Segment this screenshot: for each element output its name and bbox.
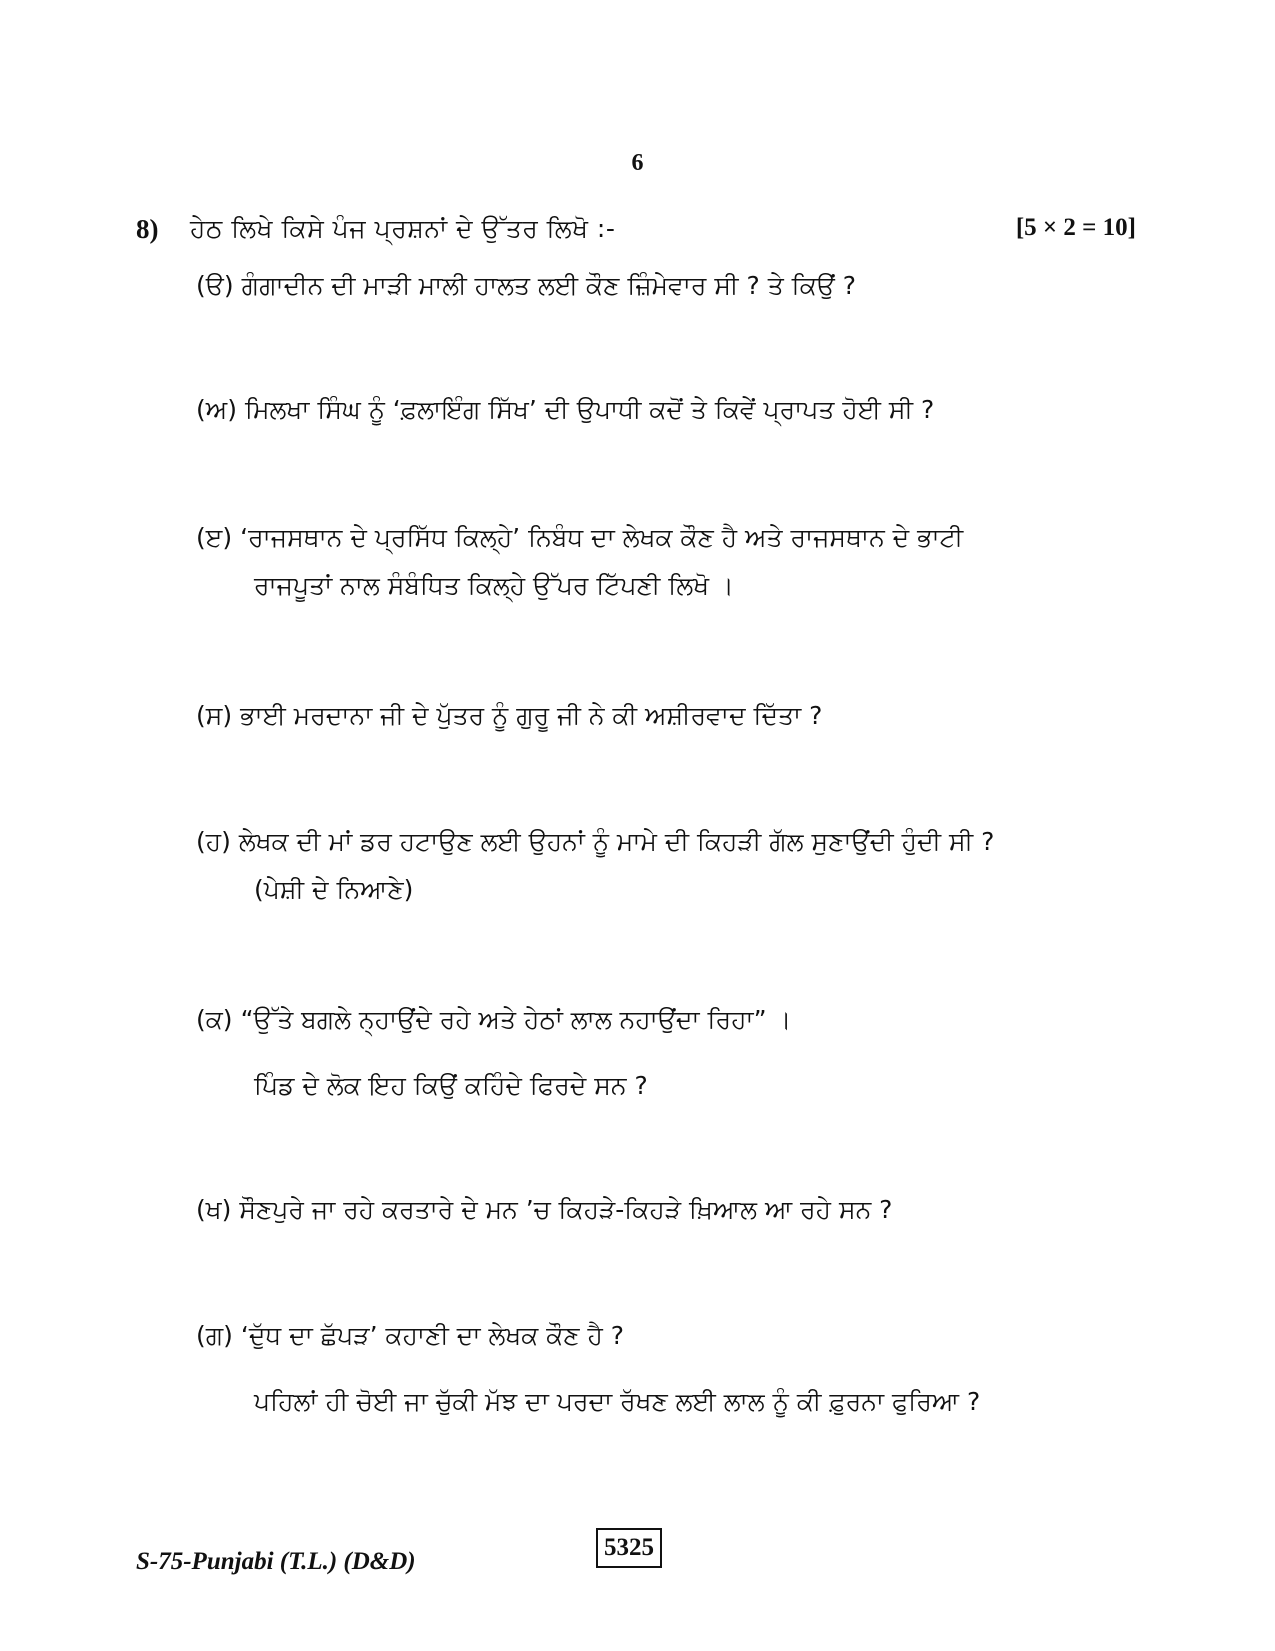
question-marks: [5 × 2 = 10] <box>1015 214 1136 241</box>
part-label: (ਕ) <box>196 1005 233 1034</box>
question-line <box>196 996 1141 1044</box>
question-line <box>196 1186 1141 1234</box>
part-label: (ਸ) <box>196 701 233 730</box>
question-line-continued: ਰਾਜਪੂਤਾਂ ਨਾਲ ਸੰਬੰਧਿਤ ਕਿਲ੍ਹੇ ਉੱਪਰ ਟਿੱਪਣੀ ਲਿਖੋ । <box>254 571 734 600</box>
question-part-e <box>196 818 1141 914</box>
part-label: (ੲ) <box>196 523 233 552</box>
question-part-c <box>196 514 1141 610</box>
part-label: (ੳ) <box>196 271 234 300</box>
question-line-continued: (ਪੇਸ਼ੀ ਦੇ ਨਿਆਣੇ) <box>254 875 414 904</box>
part-label: (ਗ) <box>196 1321 233 1350</box>
question-line <box>196 262 1141 310</box>
question-part-f <box>196 996 1141 1110</box>
question-part-h <box>196 1312 1141 1426</box>
question-part-a <box>196 262 1141 310</box>
part-text: “ਉੱਤੇ ਬਗਲੇ ਨ੍ਹਾਉਂਦੇ ਰਹੇ ਅਤੇ ਹੇਠਾਂ ਲਾਲ ਨਹਾਉਂਦਾ ਰਿਹਾ” । <box>240 1005 792 1034</box>
part-label: (ਖ) <box>196 1195 232 1224</box>
question-line <box>196 818 1141 866</box>
question-line <box>196 1312 1141 1360</box>
part-text: ‘ਰਾਜਸਥਾਨ ਦੇ ਪ੍ਰਸਿੱਧ ਕਿਲ੍ਹੇ’ ਨਿਬੰਧ ਦਾ ਲੇਖਕ ਕੌਣ ਹੈ ਅਤੇ ਰਾਜਸਥਾਨ ਦੇ ਭਾਟੀ <box>240 523 964 552</box>
question-line <box>196 692 1141 740</box>
question-part-b <box>196 386 1141 434</box>
part-label: (ਹ) <box>196 827 231 856</box>
question-header <box>136 214 1136 254</box>
question-line-continued: ਪਿੰਡ ਦੇ ਲੋਕ ਇਹ ਕਿਉਂ ਕਹਿੰਦੇ ਫਿਰਦੇ ਸਨ ? <box>254 1071 648 1100</box>
question-part-d <box>196 692 1141 740</box>
part-text: ਮਿਲਖਾ ਸਿੰਘ ਨੂੰ ‘ਫ਼ਲਾਇੰਗ ਸਿੱਖ’ ਦੀ ਉਪਾਧੀ ਕਦੋਂ ਤੇ ਕਿਵੇਂ ਪ੍ਰਾਪਤ ਹੋਈ ਸੀ ? <box>245 395 935 424</box>
part-text: ਲੇਖਕ ਦੀ ਮਾਂ ਡਰ ਹਟਾਉਣ ਲਈ ਉਹਨਾਂ ਨੂੰ ਮਾਮੇ ਦੀ ਕਿਹੜੀ ਗੱਲ ਸੁਣਾਉਂਦੀ ਹੁੰਦੀ ਸੀ ? <box>238 827 995 856</box>
part-text: ਗੰਗਾਦੀਨ ਦੀ ਮਾੜੀ ਮਾਲੀ ਹਾਲਤ ਲਈ ਕੌਣ ਜ਼ਿੰਮੇਵਾਰ ਸੀ ? ਤੇ ਕਿਉਂ ? <box>241 271 857 300</box>
paper-number-box: 5325 <box>596 1528 662 1568</box>
page-number: 6 <box>631 150 644 176</box>
question-number: 8) <box>136 214 159 244</box>
part-text: ‘ਦੁੱਧ ਦਾ ਛੱਪੜ’ ਕਹਾਣੀ ਦਾ ਲੇਖਕ ਕੌਣ ਹੈ ? <box>240 1321 625 1350</box>
question-line <box>196 386 1141 434</box>
paper-code: S-75-Punjabi (T.L.) (D&D) <box>136 1548 416 1575</box>
question-part-g <box>196 1186 1141 1234</box>
part-text: ਭਾਈ ਮਰਦਾਨਾ ਜੀ ਦੇ ਪੁੱਤਰ ਨੂੰ ਗੁਰੂ ਜੀ ਨੇ ਕੀ ਅਸ਼ੀਰਵਾਦ ਦਿੱਤਾ ? <box>240 701 823 730</box>
question-line-continued: ਪਹਿਲਾਂ ਹੀ ਚੋਈ ਜਾ ਚੁੱਕੀ ਮੱਝ ਦਾ ਪਰਦਾ ਰੱਖਣ ਲਈ ਲਾਲ ਨੂੰ ਕੀ ਫ਼ੁਰਨਾ ਫੁਰਿਆ ? <box>254 1387 981 1416</box>
question-line <box>196 514 1141 562</box>
question-instruction: ਹੇਠ ਲਿਖੇ ਕਿਸੇ ਪੰਜ ਪ੍ਰਸ਼ਨਾਂ ਦੇ ਉੱਤਰ ਲਿਖੋ :- <box>190 214 616 243</box>
part-text: ਸੌਣਪੁਰੇ ਜਾ ਰਹੇ ਕਰਤਾਰੇ ਦੇ ਮਨ ’ਚ ਕਿਹੜੇ-ਕਿਹੜੇ ਖ਼ਿਆਲ ਆ ਰਹੇ ਸਨ ? <box>239 1195 893 1224</box>
part-label: (ਅ) <box>196 395 238 424</box>
